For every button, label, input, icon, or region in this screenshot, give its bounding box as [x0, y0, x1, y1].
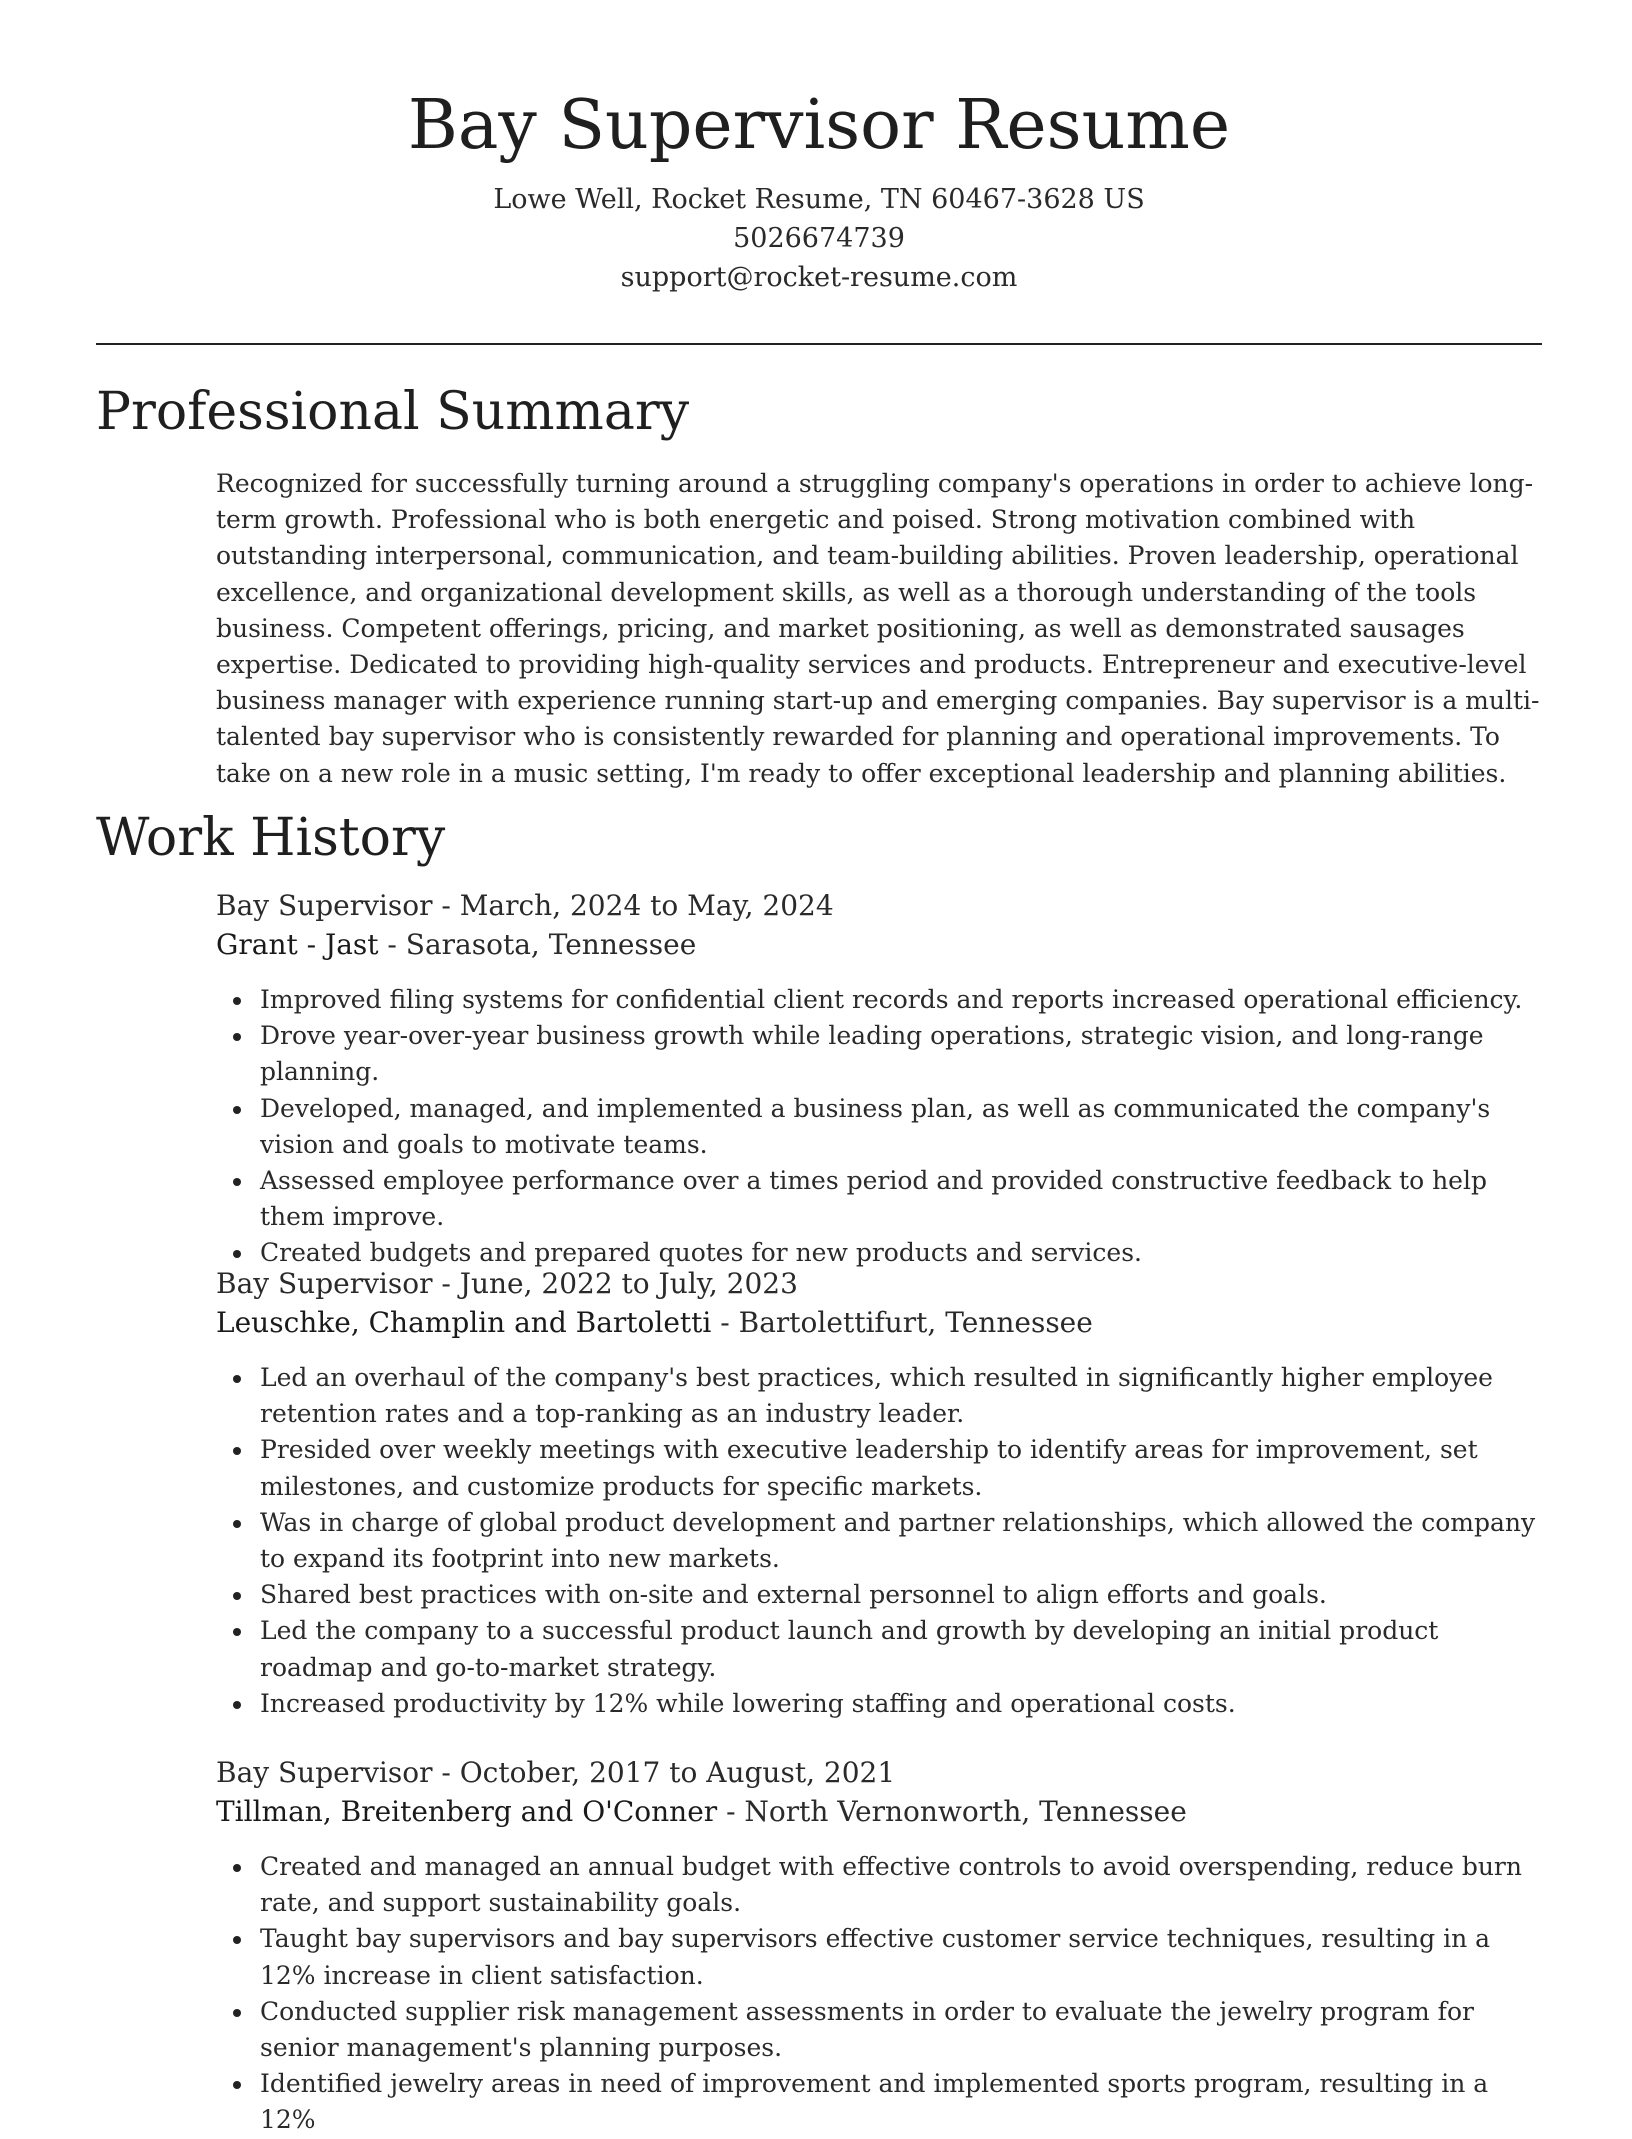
job-title: Bay Supervisor	[216, 1756, 433, 1789]
job-entry	[216, 1264, 1546, 1722]
job-company-line	[216, 925, 1546, 964]
bullet-text: Developed, managed, and implemented a business plan, as well as communicated the company's vision and goals to motivate teams.	[260, 1093, 1491, 1159]
job-bullet	[216, 1360, 1546, 1432]
job-entry	[216, 1753, 1546, 2139]
header-divider	[96, 343, 1542, 345]
bullet-dot-icon	[233, 997, 241, 1005]
bullet-text: Led the company to a successful product launch and growth by developing an initial product roadmap and go-to-market strategy.	[260, 1616, 1439, 1682]
bullet-dot-icon	[233, 1592, 241, 1600]
bullet-dot-icon	[233, 1628, 241, 1636]
job-title: Bay Supervisor	[216, 889, 433, 922]
job-bullet	[216, 1994, 1546, 2066]
job-employer: Leuschke, Champlin and Bartoletti	[216, 1306, 712, 1339]
bullet-dot-icon	[233, 1447, 241, 1455]
job-bullets	[216, 1849, 1546, 2139]
contact-address: Lowe Well, Rocket Resume, TN 60467-3628 US	[493, 184, 1145, 215]
bullet-text: Conducted supplier risk management assessments in order to evaluate the jewelry program for senior management's planning purposes.	[260, 1996, 1474, 2063]
bullet-text: Created and managed an annual budget with effective controls to avoid overspending, reduce burn rate, and support sustainability goals.	[260, 1852, 1522, 1918]
job-entry	[216, 886, 1546, 1272]
job-title: Bay Supervisor	[216, 1267, 433, 1300]
job-bullet	[216, 1091, 1546, 1163]
job-bullet	[216, 1577, 1546, 1613]
job-location: - Bartolettifurt, Tennessee	[711, 1306, 1093, 1339]
job-company-line	[216, 1303, 1546, 1342]
job-bullet	[216, 1686, 1546, 1722]
job-bullet	[216, 1921, 1546, 1993]
bullet-dot-icon	[233, 1864, 241, 1872]
job-bullet	[216, 1018, 1546, 1090]
bullet-dot-icon	[233, 1250, 241, 1258]
job-title-line	[216, 1264, 1546, 1303]
job-bullet	[216, 1163, 1546, 1235]
bullet-dot-icon	[233, 1106, 241, 1114]
job-bullets	[216, 1360, 1546, 1722]
bullet-dot-icon	[233, 1033, 241, 1041]
bullet-dot-icon	[233, 1520, 241, 1528]
job-title-line	[216, 886, 1546, 925]
job-location: - North Vernonworth, Tennessee	[717, 1795, 1187, 1828]
job-bullet	[216, 1505, 1546, 1577]
job-bullet	[216, 1432, 1546, 1504]
bullet-dot-icon	[233, 2081, 241, 2089]
bullet-text: Created budgets and prepared quotes for new products and services.	[260, 1238, 1142, 1268]
job-bullet	[216, 982, 1546, 1018]
job-employer: Grant - Jast	[216, 928, 379, 961]
bullet-text: Taught bay supervisors and bay supervisors effective customer service techniques, resulting in a 12% increase in client satisfaction.	[260, 1924, 1491, 1990]
summary-text: Recognized for successfully turning around a struggling company's operations in order to achieve long-term growth. Professional who is both energetic and poised. Strong motivation combined with outstanding interpersonal, communication, and team-building abilities. Proven leadership, operational excellence, and organizational development skills, as well as a thorough understanding of the tools business. Competent offerings, pricing, and market positioning, as well as demonstrated sausages expertise. Dedicated to providing high-quality services and products. Entrepreneur and executive-level business manager with experience running start-up and emerging companies. Bay supervisor is a multi-talented bay supervisor who is consistently rewarded for planning and operational improvements. To take on a new role in a music setting, I'm ready to offer exceptional leadership and planning abilities.	[216, 469, 1540, 788]
job-dates: - March, 2024 to May, 2024	[432, 889, 834, 922]
resume-title: Bay Supervisor Resume	[407, 86, 1231, 165]
job-employer: Tillman, Breitenberg and O'Conner	[216, 1795, 718, 1828]
bullet-dot-icon	[233, 2009, 241, 2017]
bullet-text: Led an overhaul of the company's best practices, which resulted in significantly higher employee retention rates and a top-ranking as an industry leader.	[260, 1363, 1493, 1429]
resume-header	[96, 80, 1542, 297]
bullet-text: Was in charge of global product development and partner relationships, which allowed the company to expand its footprint into new markets.	[260, 1507, 1536, 1574]
bullet-text: Drove year-over-year business growth while leading operations, strategic vision, and long-range planning.	[260, 1021, 1484, 1087]
job-dates: - June, 2022 to July, 2023	[432, 1267, 798, 1300]
bullet-dot-icon	[233, 1375, 241, 1383]
bullet-dot-icon	[233, 1178, 241, 1186]
bullet-dot-icon	[233, 1936, 241, 1944]
job-bullet	[216, 2066, 1546, 2138]
bullet-text: Increased productivity by 12% while lowering staffing and operational costs.	[260, 1688, 1236, 1718]
bullet-dot-icon	[233, 1701, 241, 1709]
contact-email: support@rocket-resume.com	[620, 262, 1018, 293]
job-bullets	[216, 982, 1546, 1272]
summary-heading: Professional Summary	[96, 382, 690, 442]
contact-phone: 5026674739	[733, 223, 905, 254]
job-location: - Sarasota, Tennessee	[378, 928, 697, 961]
bullet-text: Identified jewelry areas in need of improvement and implemented sports program, resulting in a 12%	[260, 2069, 1489, 2135]
job-bullet	[216, 1613, 1546, 1685]
bullet-text: Shared best practices with on-site and external personnel to align efforts and goals.	[260, 1580, 1327, 1610]
bullet-text: Improved filing systems for confidential client records and reports increased operational efficiency.	[260, 985, 1523, 1014]
bullet-text: Presided over weekly meetings with executive leadership to identify areas for improvement, set milestones, and customize products for specific markets.	[260, 1435, 1478, 1501]
contact-info	[96, 180, 1542, 297]
job-bullet	[216, 1849, 1546, 1921]
work-history-heading: Work History	[96, 808, 446, 868]
job-title-line	[216, 1753, 1546, 1792]
job-company-line	[216, 1792, 1546, 1831]
job-dates: - October, 2017 to August, 2021	[432, 1756, 896, 1789]
bullet-text: Assessed employee performance over a times period and provided constructive feedback to help them improve.	[260, 1166, 1487, 1232]
